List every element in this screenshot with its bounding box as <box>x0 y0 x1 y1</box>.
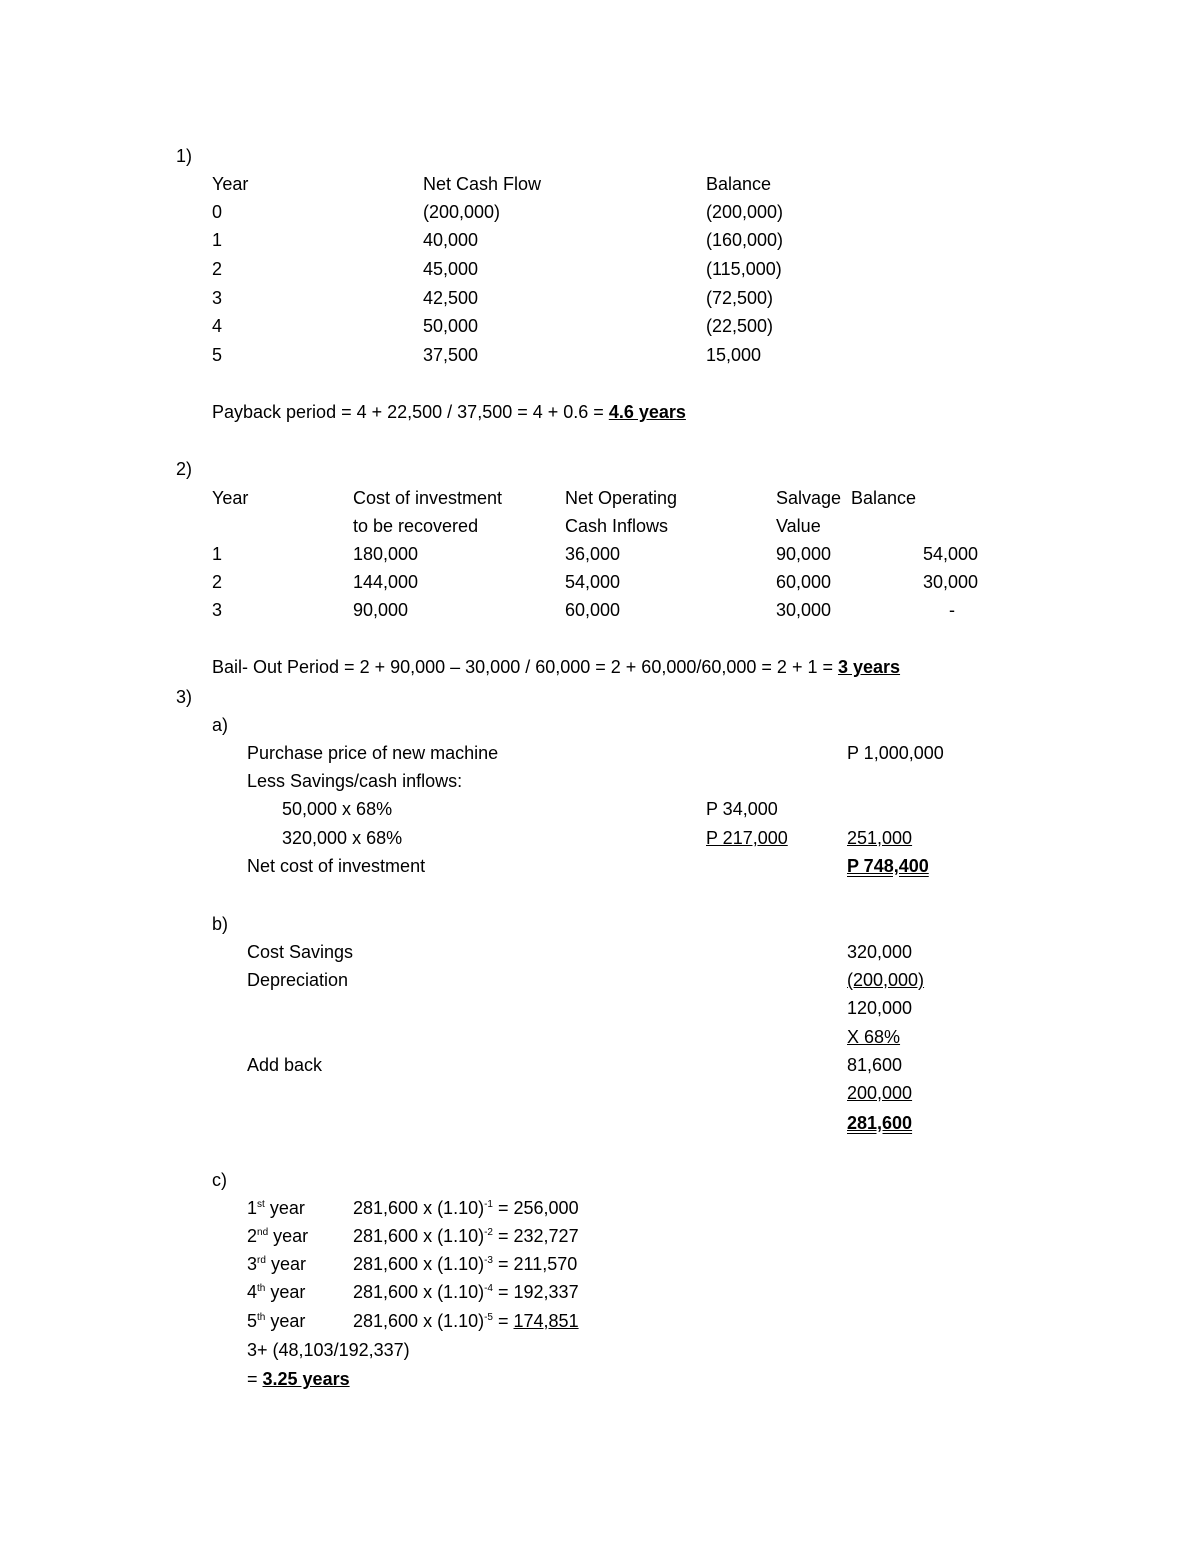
q2-row-inflow: 54,000 <box>565 572 621 592</box>
q2-header-net-operating: Net Operating <box>565 488 678 508</box>
q3c-calc-exp: -4 <box>484 1283 493 1294</box>
q1-row-year: 4 <box>212 316 223 336</box>
q3c-year-label <box>247 1225 308 1247</box>
q3a-subtotal: 251,000 <box>847 828 913 848</box>
q3c-calc-result: = 232,727 <box>493 1226 579 1246</box>
q3c-calc-base: 281,600 x (1.10) <box>353 1311 485 1331</box>
q3a-item1-label: 50,000 x 68% <box>282 799 393 819</box>
q3b-add-back-label: Add back <box>247 1055 323 1075</box>
q2-header-cost-line2: to be recovered <box>353 516 479 536</box>
q3a-less-label: Less Savings/cash inflows: <box>247 771 463 791</box>
q2-header-cost: Cost of investment <box>353 488 503 508</box>
q2-header-year: Year <box>212 488 249 508</box>
q1-row-year: 5 <box>212 345 223 365</box>
q3c-calc-result: = 256,000 <box>493 1198 579 1218</box>
q2-row-year: 1 <box>212 544 223 564</box>
q2-header-net-operating-line2: Cash Inflows <box>565 516 669 536</box>
q3c-calc-result: = 192,337 <box>493 1282 579 1302</box>
q3b-line3: 120,000 <box>847 998 913 1018</box>
q1-row-year: 2 <box>212 259 223 279</box>
q3b-cost-savings-value: 320,000 <box>847 942 913 962</box>
q3c-year-num: 2 <box>247 1226 258 1246</box>
q3c-final-line <box>247 1368 350 1390</box>
q3b-total: 281,600 <box>847 1113 913 1133</box>
q3c-year-num: 4 <box>247 1282 258 1302</box>
q3c-calc-result-prefix: = <box>493 1311 514 1331</box>
q2-row-cost: 144,000 <box>353 572 419 592</box>
q3c-year-calc <box>353 1225 579 1247</box>
q3c-final-result: 3.25 years <box>262 1369 350 1389</box>
q3b-label: b) <box>212 914 229 934</box>
q2-header-balance: Balance <box>851 488 917 508</box>
q2-row-inflow: 36,000 <box>565 544 621 564</box>
q2-row-salvage: 90,000 <box>776 544 832 564</box>
q1-row-balance: (200,000) <box>706 202 784 222</box>
q1-row-net-cash-flow: 37,500 <box>423 345 479 365</box>
q2-row-balance: 54,000 <box>922 544 978 564</box>
q3c-year-calc <box>353 1310 579 1332</box>
q3c-year-num: 5 <box>247 1311 258 1331</box>
q3c-year-label <box>247 1281 305 1303</box>
q1-header-balance: Balance <box>706 174 772 194</box>
q3b-line4: X 68% <box>847 1027 901 1047</box>
q2-row-cost: 180,000 <box>353 544 419 564</box>
q2-header-salvage-line2: Value <box>776 516 821 536</box>
q2-row-inflow: 60,000 <box>565 600 621 620</box>
q3a-purchase-value: P 1,000,000 <box>847 743 944 763</box>
q3c-calc-base: 281,600 x (1.10) <box>353 1226 485 1246</box>
q3c-label: c) <box>212 1170 227 1190</box>
q1-row-balance: (115,000) <box>706 259 782 279</box>
q3c-year-suffix: nd <box>257 1227 269 1238</box>
q3c-calc-base: 281,600 x (1.10) <box>353 1282 485 1302</box>
q2-row-salvage: 30,000 <box>776 600 832 620</box>
q3c-year-word: year <box>270 1282 306 1302</box>
q1-header-year: Year <box>212 174 249 194</box>
q2-bailout-result: 3 years <box>837 657 901 677</box>
q3c-year-word: year <box>269 1198 305 1218</box>
q1-row-balance: (22,500) <box>706 316 774 336</box>
q1-row-balance: (72,500) <box>706 288 774 308</box>
q3a-item1-value: P 34,000 <box>706 799 778 819</box>
q3c-year-word: year <box>273 1226 309 1246</box>
q3b-cost-savings-label: Cost Savings <box>247 942 354 962</box>
q3-label: 3) <box>176 687 193 707</box>
q2-row-year: 3 <box>212 600 223 620</box>
q2-header-salvage: Salvage <box>776 488 842 508</box>
q3c-year-label <box>247 1253 306 1275</box>
q3b-depreciation-label: Depreciation <box>247 970 349 990</box>
q3a-purchase-label: Purchase price of new machine <box>247 743 499 763</box>
q2-row-cost: 90,000 <box>353 600 409 620</box>
q3c-year-suffix: th <box>257 1283 266 1294</box>
q3b-line6: 200,000 <box>847 1083 913 1103</box>
q3c-calc-base: 281,600 x (1.10) <box>353 1254 485 1274</box>
q3c-calc-exp: -5 <box>484 1312 493 1323</box>
q2-row-balance: 30,000 <box>922 572 978 592</box>
q2-label: 2) <box>176 459 193 479</box>
q3c-calc-base: 281,600 x (1.10) <box>353 1198 485 1218</box>
q1-row-net-cash-flow: 45,000 <box>423 259 479 279</box>
q3c-year-label <box>247 1197 305 1219</box>
q3c-year-label <box>247 1310 305 1332</box>
q3a-net-label: Net cost of investment <box>247 856 426 876</box>
q3c-year-suffix: rd <box>257 1255 266 1266</box>
q3a-item2-value: P 217,000 <box>706 828 788 848</box>
q1-payback-line <box>212 401 686 423</box>
q3a-net-value: P 748,400 <box>847 856 929 876</box>
q3c-formula: 3+ (48,103/192,337) <box>247 1340 410 1360</box>
q3b-depreciation-value: (200,000) <box>847 970 925 990</box>
q1-row-balance: 15,000 <box>706 345 762 365</box>
q1-row-net-cash-flow: 40,000 <box>423 230 479 250</box>
q3c-year-suffix: th <box>257 1312 266 1323</box>
q1-row-year: 1 <box>212 230 223 250</box>
q3b-line5: 81,600 <box>847 1055 903 1075</box>
q3c-calc-exp: -1 <box>484 1199 493 1210</box>
q2-row-year: 2 <box>212 572 223 592</box>
q3c-calc-result: = 211,570 <box>493 1254 578 1274</box>
q3c-year-num: 3 <box>247 1254 258 1274</box>
q2-row-salvage: 60,000 <box>776 572 832 592</box>
q3c-year-calc <box>353 1197 579 1219</box>
q3a-item2-label: 320,000 x 68% <box>282 828 403 848</box>
q2-row-balance: - <box>949 600 955 620</box>
q1-payback-text: Payback period = 4 + 22,500 / 37,500 = 4 + 0.6 = <box>212 402 609 422</box>
q1-label: 1) <box>176 146 193 166</box>
q1-row-net-cash-flow: 42,500 <box>423 288 479 308</box>
q2-bailout-line <box>212 656 900 678</box>
q3c-year-num: 1 <box>247 1198 258 1218</box>
q1-row-net-cash-flow: 50,000 <box>423 316 479 336</box>
q3c-calc-exp: -3 <box>484 1255 493 1266</box>
q1-payback-result: 4.6 years <box>608 402 686 422</box>
q2-bailout-text: Bail- Out Period = 2 + 90,000 – 30,000 / 60,000 = 2 + 60,000/60,000 = 2 + 1 = <box>212 657 838 677</box>
q1-header-net-cash-flow: Net Cash Flow <box>423 174 542 194</box>
q3c-calc-result: 174,851 <box>513 1311 579 1331</box>
q1-row-net-cash-flow: (200,000) <box>423 202 501 222</box>
q3c-year-calc <box>353 1253 577 1275</box>
q1-row-year: 0 <box>212 202 223 222</box>
q3a-label: a) <box>212 715 229 735</box>
q3c-year-suffix: st <box>257 1199 265 1210</box>
q3c-year-calc <box>353 1281 579 1303</box>
q3c-calc-exp: -2 <box>484 1227 493 1238</box>
q3c-year-word: year <box>270 1254 306 1274</box>
q3c-final-prefix: = <box>247 1369 263 1389</box>
q3c-year-word: year <box>270 1311 306 1331</box>
q1-row-balance: (160,000) <box>706 230 784 250</box>
q1-row-year: 3 <box>212 288 223 308</box>
